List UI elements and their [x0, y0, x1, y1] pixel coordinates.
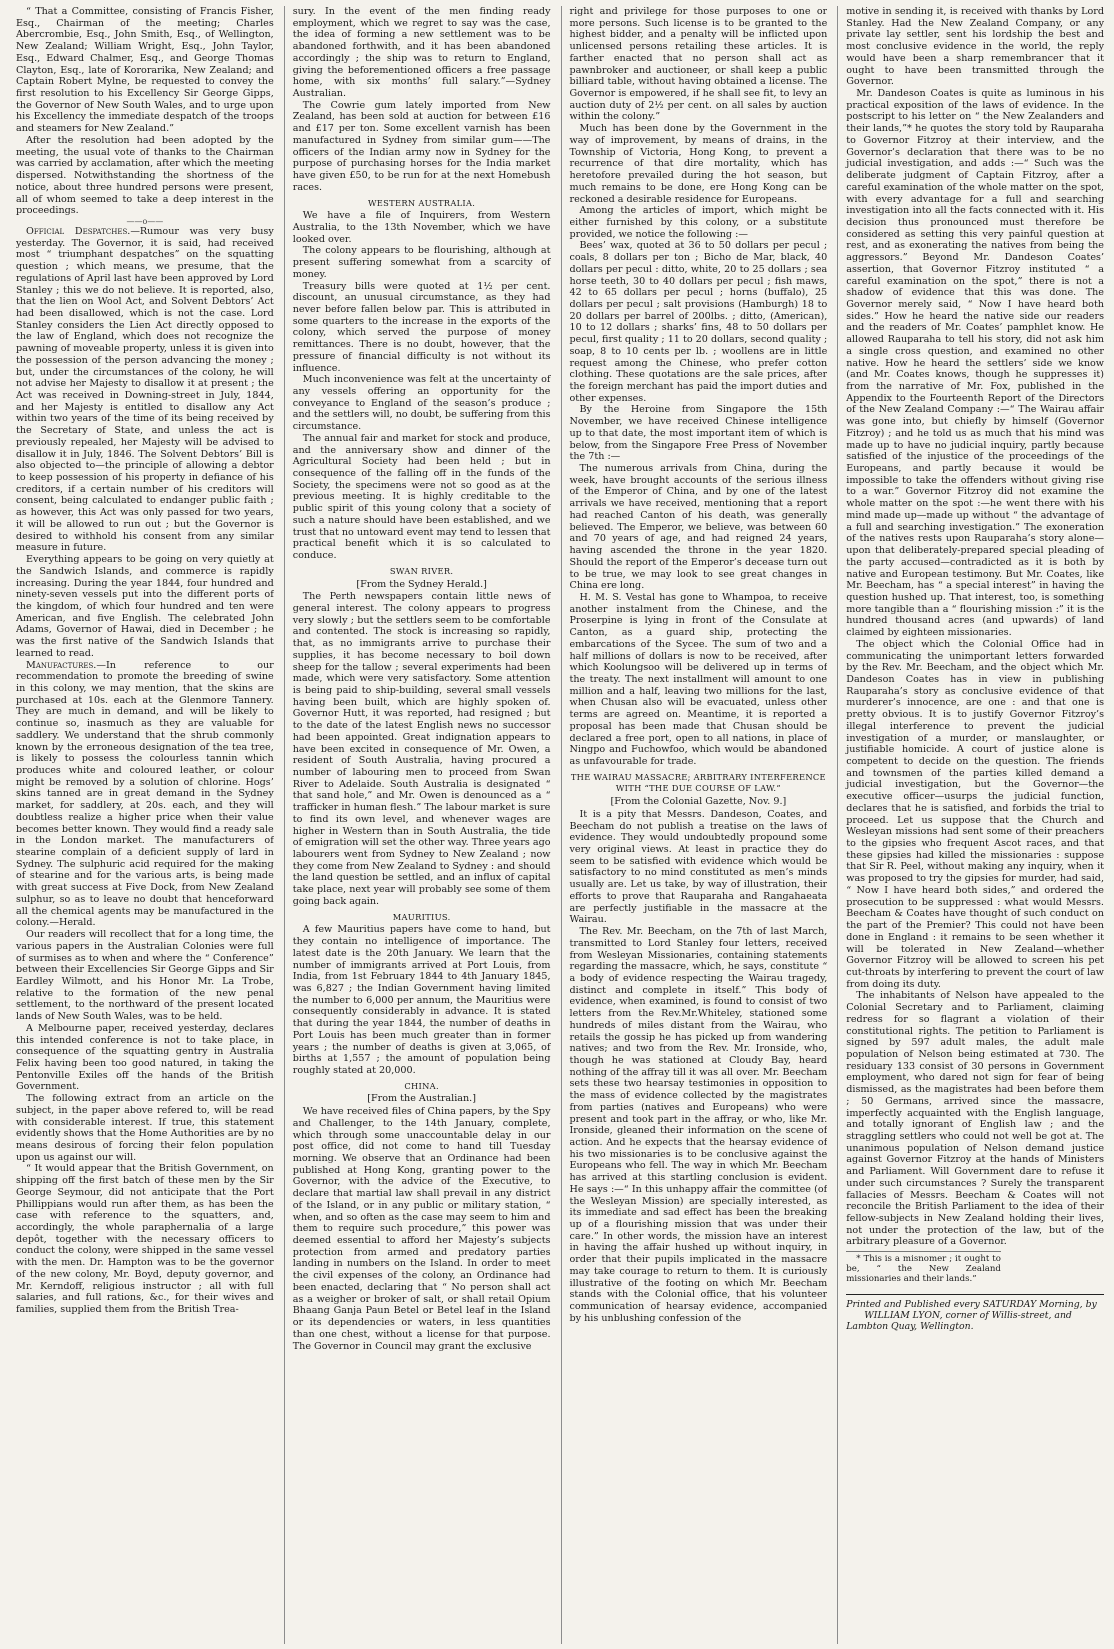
article-paragraph — [570, 6, 828, 123]
section-heading: MAURITIUS. — [392, 911, 451, 922]
article-paragraph — [16, 1023, 274, 1093]
paragraph-text: Much has been done by the Government in the way of improvement, by means of drains, in the Township of Victoria, Hong Kong, to prevent a recurrence of that dire mortality, which has heretofore prevailed during the hot season, but much remains to be done, ere Hong Kong can be reckoned a desirable residence for Europeans. — [569, 123, 828, 205]
article-paragraph — [293, 433, 551, 562]
paragraph-text: Treasury bills were quoted at 1½ per cent. discount, an unusual circumstance, as they had never before fallen below par. This is attributed in some quarters to the increase in the exports of the colony, which served the purpose of money remittances. There is no doubt, however, that the pressure of financial difficulty is not without its influence. — [292, 280, 551, 374]
article-paragraph — [16, 6, 274, 135]
article-paragraph — [293, 210, 551, 245]
article-paragraph — [16, 1093, 274, 1163]
article-paragraph — [570, 809, 828, 926]
paragraph-text: —In reference to our recommendation to promote the breeding of swine in this colony, we may mention, that the skins are purchased at 10s. each at the Glenmore Tannery. They are much in demand, and will be likely to continue so, inasmuch as they are valuable for saddlery. We understand that the shrub commonly known by the erroneous designation of the tea tree, is likely to possess the colourless tannin which produces white and coloured leather, or colour might be removed by a solution of chlorine. Hogs’ skins tanned are in great demand in the Sydney market, for saddlery, at 20s. each, and they will doubtless realize a higher price when their value becomes better known. They would find a ready sale in the London market. The manufacturers of stearine complain of a deficient supply of lard in Sydney. The sulphuric acid required for the making of stearine and for the various arts, is being made with great success at Five Dock, from New Zealand sulphur, so as to leave no doubt that henceforward all the chemical agents may be manufactured in the colony.—Herald. — [16, 659, 274, 929]
paragraph-text: A Melbourne paper, received yesterday, declares this intended conference is not to take place, in consequence of the squatting gentry in Australia Felix having been too good natured, in taking the Pentonville Exiles off the hands of the British Government. — [16, 1022, 274, 1093]
paragraph-text: H. M. S. Vestal has gone to Whampoa, to receive another instalment from the Chinese, and the Proserpine is lying in front of the Consulate at Canton, as a guard ship, protecting the embarcations of the Sycee. The sum of two and a half millions of dollars is now to be received, after which Koolungsoo will be delivered up in terms of the treaty. The next installment will amount to one million and a half, leaving two millions for the last, when Chusan also will be evacuated, unless other terms are agreed on. Meantime, it is reported a proposal has been made that Chusan should be declared a free port, open to all nations, in place of Ningpo and Fuchowfoo, which would be abandoned as unfavourable for trade. — [569, 591, 828, 767]
paragraph-text: A few Mauritius papers have come to hand, but they contain no intelligence of importance. The latest date is the 20th January. We learn that the number of immigrants arrived at Port Louis, from India, from 1st February 1844 to 4th January 1845, was 6,827 ; the Indian Government having limited the number to 6,000 per annum, the Mauritius were consequently considerably in advance. It is stated that during the year 1844, the number of deaths in Port Louis has been much greater than in former years ; the number of deaths is given at 3,065, of births at 1,557 ; the amount of population being roughly stated at 20,000. — [292, 924, 551, 1076]
paragraph-lead: Official Despatches. — [26, 225, 131, 237]
article-paragraph — [293, 100, 551, 194]
imprint-line: Printed and Published every SATURDAY Morning, by — [846, 1299, 1097, 1311]
paragraph-text: The annual fair and market for stock and produce, and the anniversary show and dinner of the Agricultural Society had been held ; but in consequence of the falling off in the funds of the Society, the specimens were not so good as at the previous meeting. It is highly creditable to the public spirit of this young colony that a society of such a nature should have been established, and we trust that no untoward event may tend to lessen that practical benefit which it is so calculated to conduce. — [292, 432, 551, 562]
source-credit: [From the Australian.] — [367, 1093, 476, 1105]
publisher-imprint — [846, 1294, 1104, 1332]
article-paragraph — [846, 639, 1104, 991]
paragraph-text: The Perth newspapers contain little news of general interest. The colony appears to progress very slowly ; but the settlers seem to be comfortable and contented. The stock is increasing so rapidly, that, as no immigrants arrive to purchase their supplies, it has become necessary to boil down sheep for the tallow ; several experiments had been made, which were very satisfactory. Some attention is being paid to ship-building, several small vessels having been built, which are highly spoken of. Governor Hutt, it was reported, had resigned ; but to the date of the latest English news no successor had been appointed. Great indignation appears to have been excited in consequence of Mr. Owen, a resident of South Australia, having procured a number of labouring men to proceed from Swan River to Adelaide. South Australia is designated “ that sand hole,” and Mr. Owen is denounced as a “ trafficker in human flesh.” The labour market is sure to find its own level, and whenever wages are higher in Western than in South Australia, the tide of emigration will set the other way. Three years ago labourers went from Sydney to New Zealand ; now they come from New Zealand to Sydney : and should the land question be settled, and an influx of capital take place, next year will probably see some of them going back again. — [292, 591, 551, 907]
paragraph-text: The inhabitants of Nelson have appealed to the Colonial Secretary and to Parliament, claiming redress for so flagrant a violation of their constitutional rights. The petition to Parliament is signed by 597 adult males, the adult male population of Nelson being estimated at 730. The residuary 133 consist of 30 persons in Government employment, who dared not sign for fear of being dismissed, as the magistrates had been before them ; 50 Germans, arrived since the massacre, imperfectly acquainted with the English language, and totally ignorant of English law ; and the straggling settlers who could not well be got at. The unanimous population of Nelson demand justice against Governor Fitzroy at the hands of Ministers and Parliament. Will Government dare to refuse it under such circumstances ? Surely the transparent fallacies of Messrs. Beecham & Coates will not reconcile the British Parliament to the idea of their fellow-subjects in New Zealand holding their lives, not under the protection of the law, but of the arbitrary pleasure of a Governor. — [846, 990, 1104, 1248]
column-2 — [284, 6, 551, 1644]
source-credit: [From the Colonial Gazette, Nov. 9.] — [610, 796, 787, 808]
article-paragraph — [846, 990, 1104, 1248]
footnote: * This is a misnomer ; it ought to be, “ the New Zealand missionaries and their lands.” — [846, 1251, 1001, 1284]
paragraph-text: “ That a Committee, consisting of Francis Fisher, Esq., Chairman of the meeting; Charles Abercrombie, Esq., John Smith, Esq., of Wellington, New Zealand; William Wright, Esq., John Taylor, Esq., Edward Chalmer, Esq., and George Thomas Clayton, Esq., late of Kororarika, New Zealand; and Captain Robert Mylne, be requested to convey the first resolution to his Excellency Sir George Gipps, the Governor of New South Wales, and to urge upon his Excellency the immediate despatch of the troops and steamers for New Zealand.” — [16, 6, 274, 135]
article-paragraph — [293, 591, 551, 907]
article-paragraph — [570, 926, 828, 1324]
paragraph-text: The Cowrie gum lately imported from New Zealand, has been sold at auction for between £16 and £17 per ton. Some excellent varnish has been manufactured in Sydney from similar gum——The officers of the Indian army now in Sydney for the purpose of purchasing horses for the India market have given £50, to be run for at the next Homebush races. — [292, 99, 551, 193]
section-heading: THE WAIRAU MASSACRE; ARBITRARY INTERFERENCE WITH “THE DUE COURSE OF LAW.” — [570, 771, 826, 794]
paragraph-text: By the Heroine from Singapore the 15th November, we have received Chinese intelligence up to that date, the most important item of which is below, from the Singapore Free Press of November the 7th :— — [569, 404, 828, 463]
section-divider: ——o—— — [126, 216, 164, 226]
paragraph-text: Bees’ wax, quoted at 36 to 50 dollars per pecul ; coals, 8 dollars per ton ; Bicho de Mar, black, 40 dollars per pecul : ditto, white, 20 to 25 dollars ; sea horse teeth, 30 to 40 dollars per pecul ; fish maws, 42 to 65 dollars per pecul ; horns (buffalo), 25 dollars per pecul ; salt provisions (Hamburgh) 18 to 20 dollars per barrel of 200lbs. ; ditto, (American), 10 to 12 dollars ; sharks’ fins, 48 to 50 dollars per pecul, first quality ; 11 to 20 dollars, second quality ; soap, 8 to 10 cents per lb. ; woollens are in little request among the Chinese, who prefer cotton clothing. These quotations are the sale prices, after the foreign merchant has paid the import duties and other expenses. — [569, 240, 828, 404]
article-paragraph — [846, 6, 1104, 88]
article-paragraph — [16, 660, 274, 930]
column-4 — [837, 6, 1104, 1644]
column-1 — [16, 6, 274, 1644]
article-paragraph — [293, 1106, 551, 1352]
article-paragraph — [16, 554, 274, 659]
paragraph-text: Everything appears to be going on very quietly at the Sandwich Islands, and commerce is rapidly increasing. During the year 1844, four hundred and ninety-seven vessels put into the different ports of the kingdom, of which four hundred and ten were American, and five English. The celebrated John Adams, Governor of Hawai, died in December ; he was the first native of the Sandwich Islands that learned to read. — [16, 554, 274, 659]
section-heading: SWAN RIVER. — [389, 565, 454, 576]
article-paragraph — [293, 245, 551, 280]
paragraph-text: The numerous arrivals from China, during the week, have brought accounts of the serious illness of the Emperor of China, and by one of the latest arrivals we have received, mentioning that a report had reached Canton of his death, was generally believed. The Emperor, we believe, was between 60 and 70 years of age, and had reigned 24 years, having ascended the throne in the year 1820. Should the report of the Emperor’s decease turn out to be true, we may look to see great changes in China ere long. — [569, 463, 828, 592]
article-paragraph — [570, 463, 828, 592]
paragraph-text: Mr. Dandeson Coates is quite as luminous in his practical exposition of the laws of evidence. In the postscript to his letter on “ the New Zealanders and their lands,”* he quotes the story told by Rauparaha to Governor Fitzroy at their interview, and the Governor’s declaration that there was to be no judicial investigation, and adds :—“ Such was the deliberate judgment of Captain Fitzroy, after a careful examination of the whole matter on the spot, with every advantage for a full and searching investigation into all the facts connected with it. His decision thus pronounced must therefore be considered as setting this very painful question at rest, and as exonerating the natives from being the aggressors.” Beyond Mr. Dandeson Coates’ assertion, that Governor Fitzroy instituted “ a careful examination on the spot,” there is not a shadow of evidence that this was done. The Governor merely said, “ Now I have heard both sides.” How he heard the native side our readers and the readers of Mr. Coates’ pamphlet know. He allowed Rauparaha to tell his story, did not ask him a single cross question, and examined no other native. How he heard the settlers’ side we know (and Mr. Coates knows, though he suppresses it) from the narrative of Mr. Fox, published in the Appendix to the Fourteenth Report of the Directors of the New Zealand Company :—“ The Wairau affair was gone into, but chiefly by himself (Governor Fitzroy) ; and he told us as much that his mind was made up to have no judicial inquiry, partly because satisfied of the injustice of the proceedings of the Europeans, and partly because it would be impossible to take the offenders without giving rise to a war.” Governor Fitzroy did not examine the whole matter on the spot :—he went there with his mind made up—made up without “ the advantage of a full and searching investigation.” The exoneration of the natives rests upon Rauparaha’s story alone—upon that deliberately-prepared special pleading of the party accused—contradicted as it is both by native and European testimony. But Mr. Coates, like Mr. Beecham, has “ a special interest” in having the question hushed up. That interest, too, is something more tangible than a “ flourishing mission :” it is the hundred thousand acres (and upwards) of land claimed by eighteen missionaries. — [846, 88, 1104, 639]
paragraph-text: motive in sending it, is received with thanks by Lord Stanley. Had the New Zealand Company, or any private lay settler, sent his lordship the best and most conclusive evidence in the world, the reply would have been a sharp remembrancer that it ought to have been transmitted through the Governor. — [846, 6, 1104, 88]
article-paragraph — [846, 88, 1104, 639]
paragraph-text: Much inconvenience was felt at the uncertainty of any vessels offering an opportunity for the conveyance to England of the season’s produce ; and the settlers will, no doubt, be suffering from this circumstance. — [292, 374, 551, 433]
paragraph-text: Among the articles of import, which might be either furnished by this colony, or a substitute provided, we notice the following :— — [569, 205, 828, 240]
column-3 — [561, 6, 828, 1644]
source-credit: [From the Sydney Herald.] — [356, 578, 487, 590]
article-paragraph — [16, 1163, 274, 1315]
paragraph-text: sury. In the event of the men finding ready employment, which we regret to say was the case, the idea of forming a new settlement was to be abandoned forthwith, and it has been abandoned accordingly ; the ship was to return to England, giving the beforementioned officers a free passage home, with six months’ full salary.”—Sydney Australian. — [292, 6, 551, 100]
paragraph-text: We have received files of China papers, by the Spy and Challenger, to the 14th January, complete, which through some unaccountable delay in our post office, did not come to hand till Tuesday morning. We observe that an Ordinance had been published at Hong Kong, granting power to the Governor, with the advice of the Executive, to declare that martial law shall prevail in any district of the Island, or in any public or military station, “ when, and so often as the case may seem to him and them to require such procedure,” this power was deemed essential to afford her Majesty’s subjects protection from armed and predatory parties landing in numbers on the Island. In order to meet the civil expenses of the colony, an Ordinance had been enacted, declaring that “ No person shall act as a weigher or broker of salt, or shall retail Opium Bhaang Ganja Paun Betel or Betel leaf in the Island or its dependencies or waters, in less quantities than one chest, without a license for that purpose. The Governor in Council may grant the exclusive — [292, 1106, 551, 1352]
paragraph-text: right and privilege for those purposes to one or more persons. Such license is to be granted to the highest bidder, and a penalty will be inflicted upon unlicensed persons retailing these articles. It is farther enacted that no person shall act as pawnbroker and auctioneer, or shall keep a public billiard table, without having obtained a license. The Governor is empowered, if he shall see fit, to levy an auction duty of 2½ per cent. on all sales by auction within the colony.” — [569, 6, 828, 123]
article-paragraph — [293, 374, 551, 433]
paragraph-text: We have a file of Inquirers, from Western Australia, to the 13th November, which we have looked over. — [292, 210, 551, 245]
article-paragraph — [293, 6, 551, 100]
paragraph-text: The object which the Colonial Office had in communicating the unimportant letters forwarded by the Rev. Mr. Beecham, and the object which Mr. Dandeson Coates has in view in publishing Rauparaha’s story as conclusive evidence of that murderer’s innocence, are one : and that one is pretty obvious. It is to justify Governor Fitzroy’s illegal interference to prevent the judicial investigation of a murder, or manslaughter, or justifiable homicide. A court of justice alone is competent to decide on the question. The friends and townsmen of the parties killed demand a judicial investigation, but the Governor—the executive officer—usurps the judicial function, declares that he is satisfied, and forbids the trial to proceed. Let us suppose that the Church and Wesleyan missions had sent some of their preachers to the gipsies who frequent Ascot races, and that these gipsies had killed the missionaries : suppose that Sir R. Peel, without making any inquiry, when it was proposed to try the gipsies for murder, had said, “ Now I have heard both sides,” and ordered the prosecution to be suppressed : what would Messrs. Beecham & Coates have thought of such conduct on the part of the Premier? This could not have been done in England : it remains to be seen whether it will be tolerated in New Zealand—whether Governor Fitzroy will be allowed to screen his pet cut-throats by interfering to prevent the court of law from doing its duty. — [846, 638, 1104, 990]
article-paragraph — [570, 240, 828, 404]
article-paragraph — [570, 123, 828, 205]
article-paragraph — [16, 135, 274, 217]
article-paragraph — [570, 592, 828, 768]
article-paragraph — [16, 226, 274, 554]
paragraph-text: After the resolution had been adopted by the meeting, the usual vote of thanks to the Chairman was carried by acclamation, after which the meeting dispersed. Notwithstanding the shortness of the notice, about three hundred persons were present, all of whom seemed to take a deep interest in the proceedings. — [16, 134, 274, 217]
paragraph-text: It is a pity that Messrs. Dandeson, Coates, and Beecham do not publish a treatise on the laws of evidence. They would undoubtedly propound some very original views. At least in practice they do seem to be satisfied with evidence which would be satisfactory to no mind constituted as men’s minds usually are. Let us take, by way of illustration, their efforts to prove that Rauparaha and Rangahaeata are perfectly justifiable in the massacre at the Wairau. — [569, 808, 828, 926]
section-heading: CHINA. — [404, 1080, 439, 1091]
paragraph-text: The colony appears to be flourishing, although at present suffering somewhat from a scarcity of money. — [292, 245, 551, 280]
article-paragraph — [293, 281, 551, 375]
paragraph-text: “ It would appear that the British Government, on shipping off the first batch of these men by the Sir George Seymour, did not anticipate that the Port Phillippians would run after them, as has been the case with reference to the squatters, and, accordingly, the whole paraphernalia of a large depôt, together with the necessary officers to conduct the colony, were shipped in the same vessel with the men. Dr. Hampton was to be the governor of the new colony, Mr. Boyd, deputy governor, and Mr. Kerndoff, religious instructor ; all with full salaries, and full rations, &c., for their wives and families, supplied them from the British Trea- — [16, 1163, 274, 1316]
imprint-line: WILLIAM LYON, corner of Willis-street, and Lambton Quay, Wellington. — [846, 1310, 1072, 1333]
article-paragraph — [16, 929, 274, 1023]
article-paragraph — [570, 205, 828, 240]
paragraph-text: The following extract from an article on the subject, in the paper above refered to, will be read with considerable interest. If true, this statement evidently shows that the Home Authorities are by no means desirous of forcing their felon population upon us against our will. — [16, 1093, 274, 1163]
paragraph-text: —Rumour was very busy yesterday. The Governor, it is said, had received most “ triumphant despatches” on the squatting question ; which means, we presume, that the regulations of April last have been approved by Lord Stanley ; this we do not believe. It is reported, also, that the lien on Wool Act, and Solvent Debtors’ Act had been disallowed, which is not the case. Lord Stanley considers the Lien Act directly opposed to the law of England, which does not recognize the pawning of moveable property, unless it is given into the possession of the person advancing the money ; but, under the circumstances of the colony, he will not advise her Majesty to disallow it at present ; the Act was received in Downing-street in July, 1844, and her Majesty is entitled to disallow any Act within two years of the time of its being received by the Secretary of State, and unless the act is previously repealed, her Majesty will be advised to disallow it in July, 1846. The Solvent Debtors’ Bill is also objected to—the principle of allowing a debtor to keep possession of his property in defiance of his creditors, if a certain number of his creditors will consent, being calculated to endanger public faith ; as however, this Act was only passed for two years, it will be allowed to run out ; but the Governor is desired to withhold his consent from any similar measure in future. — [16, 225, 274, 554]
paragraph-text: Our readers will recollect that for a long time, the various papers in the Australian Colonies were full of surmises as to when and where the “ Conference” between their Excellencies Sir George Gipps and Sir Eardley Wilmott, and his Honor Mr. La Trobe, relative to the formation of the new penal settlement, to the northward of the present located lands of New South Wales, was to be held. — [16, 929, 274, 1023]
paragraph-lead: Manufactures. — [26, 659, 97, 671]
section-heading: WESTERN AUSTRALIA. — [367, 197, 476, 208]
article-paragraph — [570, 404, 828, 463]
paragraph-text: The Rev. Mr. Beecham, on the 7th of last March, transmitted to Lord Stanley four letters, received from Wesleyan Missionaries, containing statements regarding the massacre, which, he says, constitute “ a body of evidence respecting the Wairau tragedy, distinct and complete in itself.” This body of evidence, when examined, is found to consist of two letters from the Rev.Mr.Whiteley, stationed some hundreds of miles distant from the Wairau, who retails the gossip he has picked up from wandering natives; and two from the Rev. Mr. Ironside, who, though he was stationed at Cloudy Bay, heard nothing of the affray till it was all over. Mr. Beecham sets these two hearsay testimonies in opposition to the mass of evidence collected by the magistrates from parties (natives and Europeans) who were present and took part in the affray, or who, like Mr. Ironside, gleaned their information on the scene of action. And he expects that the hearsay evidence of his two missionaries is to be conclusive against the Europeans who fell. The way in which Mr. Beecham has arrived at this startling conclusion is evident. He says :—“ In this unhappy affair the committee (of the Wesleyan Mission) are specially interested, as its immediate and sad effect has been the breaking up of a flourishing mission that was under their care.” In other words, the mission have an interest in having the affair hushed up without inquiry, in order that their pupils implicated in the massacre may take courage to return to them. It is curiously illustrative of the footing on which Mr. Beecham stands with the Colonial office, that his volunteer communication of hearsay evidence, accompanied by his unblushing confession of the — [569, 926, 828, 1324]
article-paragraph — [293, 924, 551, 1076]
